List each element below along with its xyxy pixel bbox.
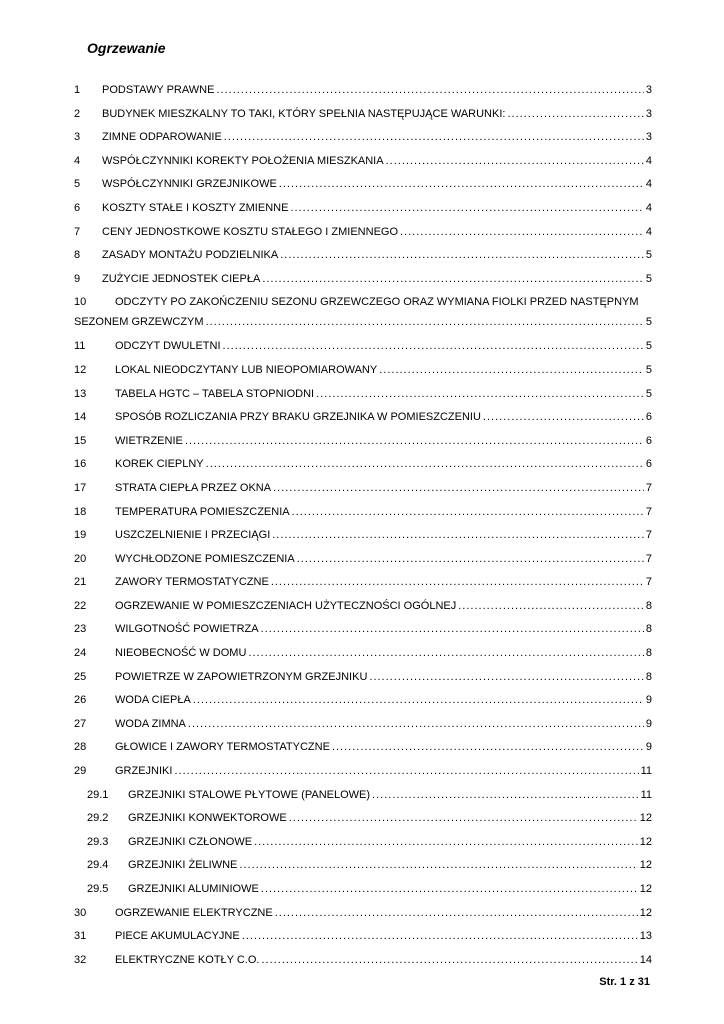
toc-entry-number: 11	[74, 340, 86, 353]
toc-entry-number: 29.2	[87, 812, 109, 825]
toc-entry[interactable]	[74, 84, 652, 108]
toc-entry-number: 13	[74, 387, 87, 400]
toc-entry[interactable]	[74, 364, 652, 388]
toc-entry-number: 32	[74, 953, 87, 966]
toc-entry[interactable]	[74, 741, 652, 765]
toc-entry-page: 11	[640, 788, 652, 801]
toc-entry[interactable]	[74, 155, 652, 179]
toc-entry-page: 3	[645, 131, 652, 144]
toc-entry[interactable]	[74, 108, 652, 132]
toc-entry-page: 7	[645, 529, 652, 542]
toc-entry-label: ZUŻYCIE JEDNOSTEK CIEPŁA	[102, 272, 261, 285]
toc-entry-number: 29.1	[87, 788, 109, 801]
toc-entry[interactable]	[74, 482, 652, 506]
toc-entry-label: USZCZELNIENIE I PRZECIĄGI	[115, 529, 271, 542]
toc-entry-number: 23	[74, 623, 87, 636]
toc-entry-number: 6	[74, 201, 81, 214]
toc-entry[interactable]	[74, 178, 652, 202]
page-footer: Str. 1 z 31	[599, 976, 650, 988]
toc-leader-dots	[273, 482, 644, 494]
toc-entry-label: WILGOTNOŚĆ POWIETRZA	[115, 623, 259, 636]
toc-leader-dots	[223, 340, 644, 352]
toc-entry-label: WSPÓŁCZYNNIKI KOREKTY POŁOŻENIA MIESZKANIA	[102, 154, 384, 167]
toc-entry[interactable]	[74, 600, 652, 624]
toc-entry-number: 14	[74, 411, 87, 424]
toc-entry[interactable]	[74, 907, 652, 931]
toc-entry-number: 29.3	[87, 835, 109, 848]
toc-entry-page: 5	[645, 249, 652, 262]
toc-entry-number: 29	[74, 765, 87, 778]
toc-entry[interactable]	[74, 883, 652, 907]
toc-leader-dots	[483, 411, 644, 423]
toc-entry[interactable]	[74, 249, 652, 273]
toc-entry-label: ODCZYTY PO ZAKOŃCZENIU SEZONU GRZEWCZEGO ORAZ WYMIANA FIOLKI PRZED NASTĘPNYM	[115, 296, 639, 309]
toc-entry-page: 12	[639, 812, 652, 825]
toc-entry-number: 19	[74, 529, 87, 542]
toc-entry-label: KOREK CIEPLNY	[115, 458, 204, 471]
toc-entry-number: 25	[74, 670, 87, 683]
toc-entry-label: WYCHŁODZONE POMIESZCZENIA	[115, 552, 295, 565]
toc-entry-number: 30	[74, 906, 87, 919]
toc-entry-page: 5	[645, 340, 652, 353]
toc-leader-dots	[275, 907, 638, 919]
table-of-contents	[74, 84, 652, 977]
toc-leader-dots	[386, 155, 644, 167]
toc-entry-label: GRZEJNIKI ALUMINIOWE	[128, 883, 259, 895]
toc-entry[interactable]	[74, 553, 652, 577]
toc-entry-number: 17	[74, 481, 87, 494]
toc-entry-label: LOKAL NIEODCZYTANY LUB NIEOPOMIAROWANY	[115, 363, 378, 376]
toc-entry-page: 3	[645, 107, 652, 120]
toc-leader-dots	[507, 108, 643, 120]
toc-entry[interactable]	[74, 954, 652, 978]
toc-entry-number: 31	[74, 930, 87, 943]
toc-leader-dots	[379, 364, 644, 376]
toc-entry[interactable]	[74, 576, 652, 600]
toc-entry-number: 24	[74, 647, 87, 660]
toc-entry-page: 6	[645, 458, 652, 471]
toc-entry[interactable]	[74, 202, 652, 226]
toc-leader-dots	[292, 506, 644, 518]
toc-leader-dots	[242, 930, 638, 942]
toc-entry-number: 1	[74, 84, 81, 96]
toc-entry[interactable]	[74, 836, 652, 860]
toc-entry-label: GRZEJNIKI CZŁONOWE	[128, 835, 253, 848]
toc-entry-page: 6	[645, 411, 652, 424]
toc-entry-label: GRZEJNIKI	[115, 765, 173, 778]
toc-entry-page: 5	[645, 272, 652, 285]
toc-entry[interactable]	[74, 529, 652, 553]
toc-entry-page: 5	[645, 316, 652, 329]
toc-entry-label: PIECE AKUMULACYJNE	[115, 930, 240, 943]
toc-entry-number: 18	[74, 505, 87, 518]
toc-leader-dots	[261, 623, 644, 635]
toc-entry-label: POWIETRZE W ZAPOWIETRZONYM GRZEJNIKU	[115, 670, 368, 683]
toc-entry-page: 7	[645, 481, 652, 494]
toc-entry-label: WIETRZENIE	[115, 434, 183, 447]
toc-entry-number: 28	[74, 741, 87, 754]
toc-leader-dots	[290, 202, 643, 214]
toc-entry-label: ELEKTRYCZNE KOTŁY C.O.	[115, 953, 260, 966]
toc-entry-page: 12	[639, 835, 652, 848]
toc-entry[interactable]	[74, 458, 652, 482]
toc-leader-dots	[174, 765, 638, 777]
toc-entry-label: GŁOWICE I ZAWORY TERMOSTATYCZNE	[115, 741, 330, 754]
toc-entry-label: WSPÓŁCZYNNIKI GRZEJNIKOWE	[102, 178, 277, 191]
toc-entry-number: 27	[74, 717, 87, 730]
toc-entry-page: 14	[639, 953, 652, 966]
toc-entry-label: PODSTAWY PRAWNE	[102, 84, 215, 96]
toc-entry-number: 2	[74, 107, 81, 120]
toc-entry-label: ODCZYT DWULETNI	[115, 340, 221, 353]
toc-entry-number: 21	[74, 576, 87, 589]
toc-entry-page: 5	[645, 363, 652, 376]
toc-entry-label: GRZEJNIKI STALOWE PŁYTOWE (PANELOWE)	[128, 788, 371, 801]
toc-entry[interactable]	[74, 296, 652, 340]
toc-leader-dots	[297, 553, 644, 565]
toc-entry-label: ZAWORY TERMOSTATYCZNE	[115, 576, 269, 589]
toc-entry[interactable]	[74, 411, 652, 435]
toc-entry[interactable]	[74, 765, 652, 789]
toc-entry-page: 4	[645, 154, 652, 167]
toc-entry-page: 8	[645, 670, 652, 683]
toc-leader-dots	[316, 388, 644, 400]
toc-entry[interactable]	[74, 435, 652, 459]
toc-entry-page: 8	[645, 647, 652, 660]
toc-leader-dots	[206, 316, 644, 328]
toc-entry-page: 7	[645, 552, 652, 565]
toc-leader-dots	[271, 576, 644, 588]
toc-entry[interactable]	[74, 131, 652, 155]
toc-entry-page: 12	[639, 859, 652, 872]
toc-entry-number: 29.5	[87, 883, 109, 895]
toc-entry-label: TEMPERATURA POMIESZCZENIA	[115, 505, 290, 518]
toc-leader-dots	[254, 836, 638, 848]
toc-entry-page: 4	[645, 225, 652, 238]
toc-entry-number: 5	[74, 178, 81, 191]
toc-entry-label: STRATA CIEPŁA PRZEZ OKNA	[115, 481, 272, 494]
toc-entry[interactable]	[74, 226, 652, 250]
toc-entry-label: CENY JEDNOSTKOWE KOSZTU STAŁEGO I ZMIENNEGO	[102, 225, 399, 238]
toc-entry-page: 9	[645, 717, 652, 730]
toc-leader-dots	[193, 694, 644, 706]
toc-entry-number: 4	[74, 154, 81, 167]
toc-entry[interactable]	[74, 694, 652, 718]
toc-entry-page: 9	[645, 694, 652, 707]
toc-leader-dots	[261, 883, 638, 895]
toc-entry[interactable]	[74, 506, 652, 530]
toc-leader-dots	[400, 226, 644, 238]
toc-entry-number: 20	[74, 552, 87, 565]
toc-entry-number: 29.4	[87, 859, 109, 872]
toc-leader-dots	[458, 600, 644, 612]
toc-entry[interactable]	[74, 340, 652, 364]
toc-entry[interactable]	[74, 789, 652, 813]
toc-entry-label-continued: SEZONEM GRZEWCZYM	[74, 316, 204, 329]
toc-entry[interactable]	[74, 812, 652, 836]
toc-entry-number: 8	[74, 249, 81, 262]
toc-entry-page: 13	[639, 930, 652, 943]
toc-entry-number: 10	[74, 296, 87, 309]
toc-entry-page: 6	[645, 434, 652, 447]
toc-entry-label: OGRZEWANIE ELEKTRYCZNE	[115, 906, 273, 919]
toc-entry-page: 8	[645, 623, 652, 636]
toc-entry-label: GRZEJNIKI KONWEKTOROWE	[128, 812, 287, 825]
toc-entry-label: GRZEJNIKI ŻELIWNE	[128, 859, 238, 872]
toc-entry-label: WODA CIEPŁA	[115, 694, 191, 707]
toc-leader-dots	[248, 647, 643, 659]
toc-entry-page: 4	[645, 178, 652, 191]
toc-entry[interactable]	[74, 859, 652, 883]
toc-leader-dots	[332, 741, 644, 753]
toc-leader-dots	[239, 859, 637, 871]
toc-entry-label: KOSZTY STAŁE I KOSZTY ZMIENNE	[102, 201, 289, 214]
toc-entry-label: SPOSÓB ROZLICZANIA PRZY BRAKU GRZEJNIKA W POMIESZCZENIU	[115, 411, 481, 424]
toc-entry-number: 9	[74, 272, 81, 285]
toc-leader-dots	[206, 458, 644, 470]
toc-entry-page: 5	[645, 387, 652, 400]
toc-leader-dots	[279, 178, 644, 190]
toc-leader-dots	[185, 435, 644, 447]
toc-leader-dots	[372, 789, 639, 801]
toc-entry-number: 7	[74, 225, 81, 238]
toc-entry-label: BUDYNEK MIESZKALNY TO TAKI, KTÓRY SPEŁNIA NASTĘPUJĄCE WARUNKI:	[102, 107, 506, 120]
toc-entry-number: 3	[74, 131, 81, 144]
toc-entry-page: 7	[645, 505, 652, 518]
document-title: Ogrzewanie	[87, 40, 166, 56]
toc-leader-dots	[262, 273, 644, 285]
toc-leader-dots	[289, 812, 638, 824]
toc-entry-page: 12	[639, 906, 652, 919]
toc-entry-page: 8	[645, 599, 652, 612]
toc-leader-dots	[216, 84, 643, 96]
toc-entry[interactable]	[74, 647, 652, 671]
toc-entry-page: 12	[639, 883, 652, 895]
toc-entry-page: 11	[640, 765, 652, 778]
toc-leader-dots	[280, 249, 644, 261]
toc-leader-dots	[188, 718, 644, 730]
toc-entry[interactable]	[74, 623, 652, 647]
toc-entry[interactable]	[74, 388, 652, 412]
toc-entry[interactable]	[74, 273, 652, 297]
toc-entry-label: WODA ZIMNA	[115, 717, 186, 730]
toc-entry[interactable]	[74, 718, 652, 742]
toc-entry-number: 26	[74, 694, 87, 707]
toc-entry-page: 4	[645, 201, 652, 214]
toc-leader-dots	[261, 954, 637, 966]
toc-entry-number: 12	[74, 363, 87, 376]
toc-entry[interactable]	[74, 930, 652, 954]
toc-entry-number: 22	[74, 599, 87, 612]
toc-entry-number: 16	[74, 458, 87, 471]
toc-leader-dots	[369, 671, 643, 683]
toc-entry-page: 7	[645, 576, 652, 589]
toc-entry-number: 15	[74, 434, 87, 447]
toc-leader-dots	[272, 529, 644, 541]
toc-entry-label: ZIMNE ODPAROWANIE	[102, 131, 222, 144]
toc-entry-label: TABELA HGTC – TABELA STOPNIODNI	[115, 387, 315, 400]
toc-entry-label: NIEOBECNOŚĆ W DOMU	[115, 647, 247, 660]
toc-entry-label: ZASADY MONTAŻU PODZIELNIKA	[102, 249, 279, 262]
toc-entry-page: 9	[645, 741, 652, 754]
toc-entry[interactable]	[74, 671, 652, 695]
toc-entry-label: OGRZEWANIE W POMIESZCZENIACH UŻYTECZNOŚCI OGÓLNEJ	[115, 599, 457, 612]
toc-entry-page: 3	[645, 84, 652, 96]
toc-leader-dots	[224, 131, 644, 143]
